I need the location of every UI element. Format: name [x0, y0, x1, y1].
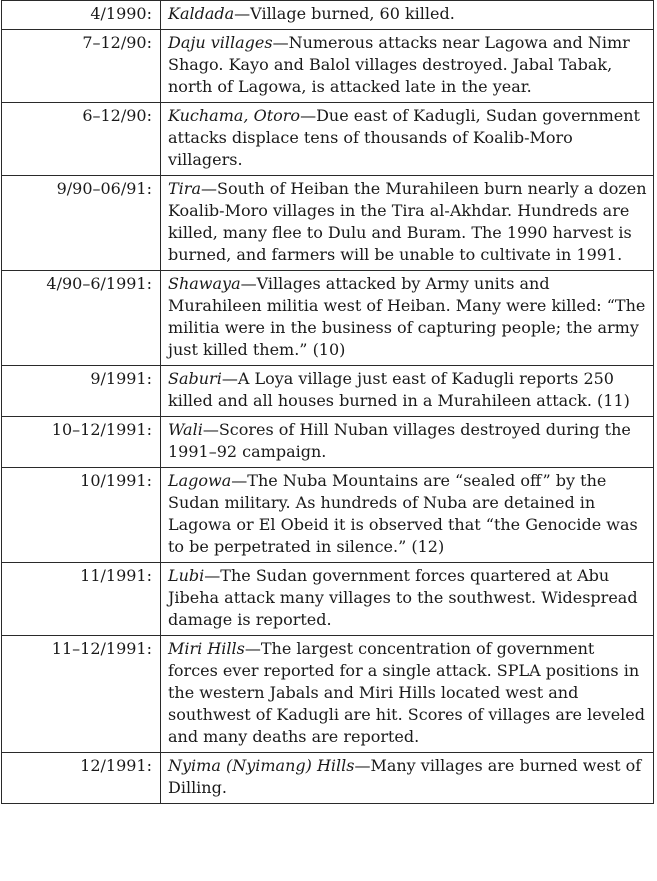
entry-description [161, 176, 654, 271]
entry-place: Saburi [168, 369, 222, 388]
entry-place: Kaldada [168, 4, 235, 23]
entry-date: 10–12/1991: [2, 417, 161, 468]
entry-text: —Villages attacked by Army units and Murahileen militia west of Heiban. Many were killed: “The militia were in the business of capturing people; the army just killed them.” (10) [168, 274, 646, 359]
entry-place: Wali [168, 420, 203, 439]
entry-description [161, 753, 654, 804]
entry-text: —Numerous attacks near Lagowa and Nimr Shago. Kayo and Balol villages destroyed. Jabal Tabak, north of Lagowa, is attacked late in the year. [168, 33, 630, 96]
entry-date: 4/1990: [2, 1, 161, 30]
entry-text: —Scores of Hill Nuban villages destroyed during the 1991–92 campaign. [168, 420, 631, 461]
entry-text: —A Loya village just east of Kadugli reports 250 killed and all houses burned in a Murahileen attack. (11) [168, 369, 630, 410]
entry-description [161, 271, 654, 366]
table-row [2, 563, 654, 636]
table-row [2, 417, 654, 468]
entry-date: 10/1991: [2, 468, 161, 563]
entry-place: Tira [168, 179, 201, 198]
entry-place: Daju villages [168, 33, 273, 52]
entry-place: Kuchama, Otoro [168, 106, 301, 125]
entry-text: —South of Heiban the Murahileen burn nearly a dozen Koalib-Moro villages in the Tira al-Akhdar. Hundreds are killed, many flee to Dulu and Buram. The 1990 harvest is burned, and farmers will be unable to cultivate in 1991. [168, 179, 647, 264]
entry-place: Shawaya [168, 274, 241, 293]
entry-place: Lubi [168, 566, 205, 585]
entry-text: —The largest concentration of government forces ever reported for a single attack. SPLA positions in the western Jabals and Miri Hills located west and southwest of Kadugli are hit. Scores of villages are leveled and many deaths are reported. [168, 639, 645, 746]
entry-description [161, 103, 654, 176]
entry-place: Nyima (Nyimang) Hills [168, 756, 355, 775]
entry-description [161, 417, 654, 468]
table-row [2, 753, 654, 804]
table-row [2, 103, 654, 176]
entry-description [161, 366, 654, 417]
entry-description [161, 636, 654, 753]
entry-date: 6–12/90: [2, 103, 161, 176]
table-row [2, 366, 654, 417]
entry-text: —Village burned, 60 killed. [234, 4, 455, 23]
entry-text: —Many villages are burned west of Dilling. [168, 756, 642, 797]
entry-text: —Due east of Kadugli, Sudan government attacks displace tens of thousands of Koalib-Moro villagers. [168, 106, 640, 169]
entry-date: 11–12/1991: [2, 636, 161, 753]
entry-place: Miri Hills [168, 639, 245, 658]
entry-place: Lagowa [168, 471, 232, 490]
table-row [2, 1, 654, 30]
chronology-body [2, 1, 654, 804]
entry-date: 12/1991: [2, 753, 161, 804]
entry-date: 11/1991: [2, 563, 161, 636]
table-row [2, 30, 654, 103]
entry-date: 9/1991: [2, 366, 161, 417]
entry-description [161, 468, 654, 563]
entry-description [161, 30, 654, 103]
entry-date: 7–12/90: [2, 30, 161, 103]
entry-date: 9/90–06/91: [2, 176, 161, 271]
table-row [2, 176, 654, 271]
table-row [2, 636, 654, 753]
entry-description [161, 1, 654, 30]
entry-date: 4/90–6/1991: [2, 271, 161, 366]
entry-text: —The Nuba Mountains are “sealed off” by the Sudan military. As hundreds of Nuba are detained in Lagowa or El Obeid it is observed that “the Genocide was to be perpetrated in silence.” (12) [168, 471, 638, 556]
table-row [2, 271, 654, 366]
chronology-table [1, 0, 654, 804]
table-row [2, 468, 654, 563]
entry-description [161, 563, 654, 636]
entry-text: —The Sudan government forces quartered at Abu Jibeha attack many villages to the southwest. Widespread damage is reported. [168, 566, 638, 629]
